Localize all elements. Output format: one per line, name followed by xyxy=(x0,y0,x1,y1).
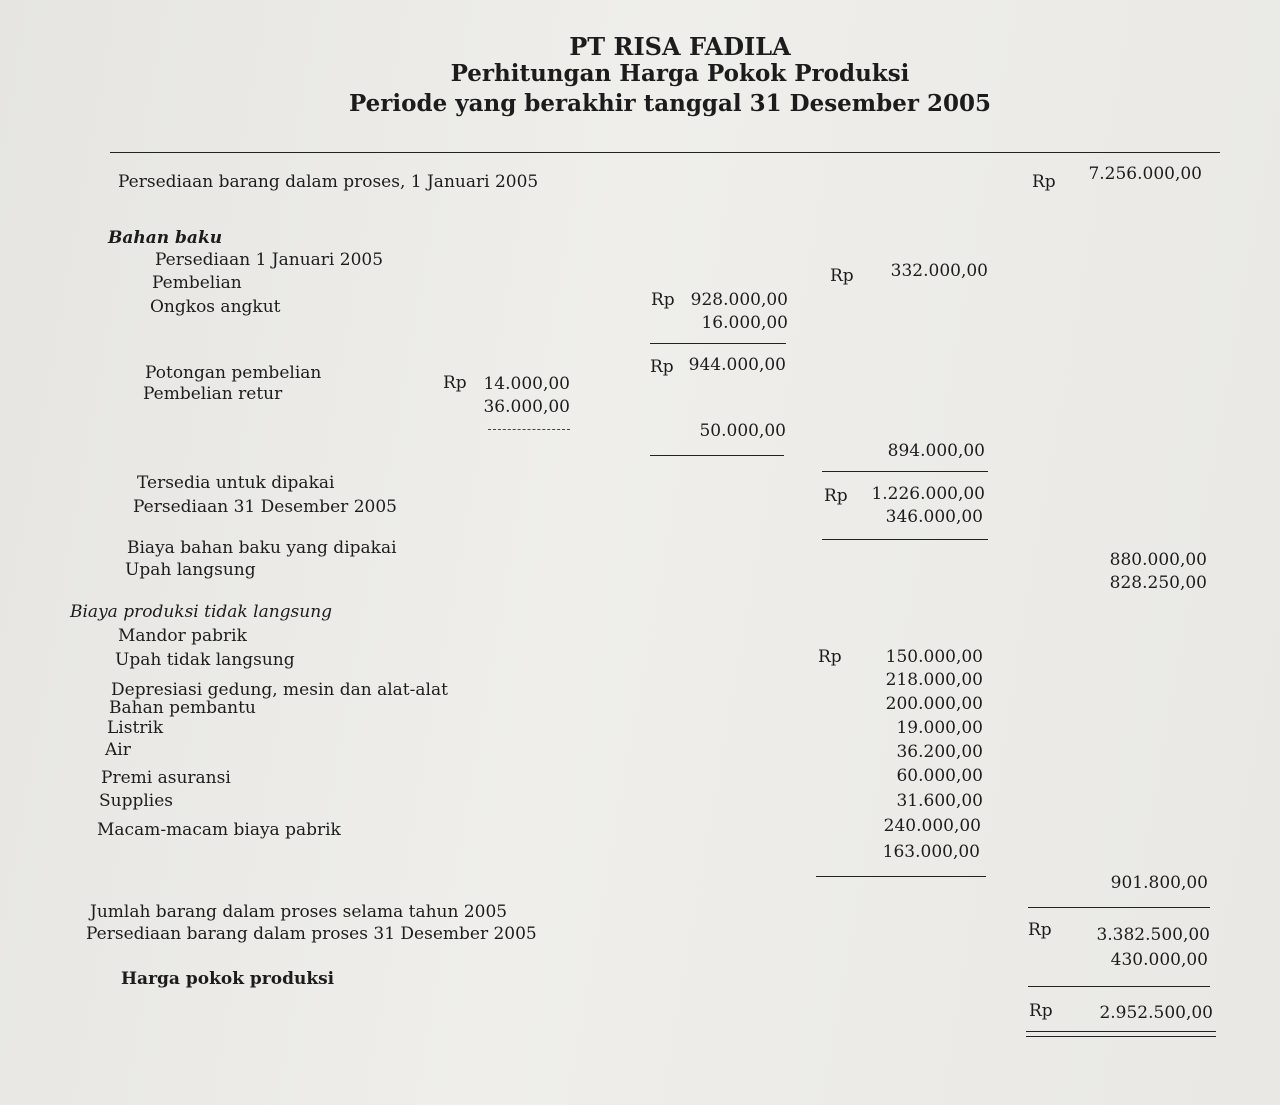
wip-begin-rp: Rp xyxy=(1032,172,1056,192)
biaya-bahan-baku-amount: 880.000,00 xyxy=(1109,550,1207,570)
potongan-amount: 14.000,00 xyxy=(483,374,570,394)
bahan-baku-heading: Bahan baku xyxy=(108,228,223,248)
overhead-item-amount: 60.000,00 xyxy=(896,766,983,786)
overhead-item-label: Mandor pabrik xyxy=(118,626,247,646)
overhead-item-label: Premi asuransi xyxy=(101,768,231,788)
tersedia-label: Tersedia untuk dipakai xyxy=(137,473,335,493)
hpp-amount: 2.952.500,00 xyxy=(1099,1003,1213,1023)
persediaan-awal-rp: Rp xyxy=(830,266,854,286)
jumlah-wip-amount: 3.382.500,00 xyxy=(1096,925,1210,945)
company-name: PT RISA FADILA xyxy=(569,32,791,61)
overhead-total-amount: 901.800,00 xyxy=(1110,873,1208,893)
hpp-double-underline xyxy=(1026,1031,1216,1037)
pembelian-bersih-underline xyxy=(822,471,988,472)
pembelian-amount: 928.000,00 xyxy=(690,290,788,310)
overhead-item-label: Supplies xyxy=(99,791,174,811)
overhead-item-label: Upah tidak langsung xyxy=(115,650,295,670)
wip-end-label: Persediaan barang dalam proses 31 Desember 2005 xyxy=(86,924,537,944)
persediaan-akhir-amount: 346.000,00 xyxy=(885,507,983,527)
pembelian-underline xyxy=(650,343,786,344)
tersedia-rp: Rp xyxy=(824,486,848,506)
wip-end-amount: 430.000,00 xyxy=(1110,950,1208,970)
overhead-item-label: Bahan pembantu xyxy=(109,698,256,718)
jumlah-wip-label: Jumlah barang dalam proses selama tahun 2005 xyxy=(90,902,508,922)
ongkos-angkut-label: Ongkos angkut xyxy=(150,297,281,317)
overhead-item-amount: 31.600,00 xyxy=(896,791,983,811)
report-title: Perhitungan Harga Pokok Produksi xyxy=(450,60,910,87)
potongan-label: Potongan pembelian xyxy=(145,363,322,383)
persediaan-awal-amount: 332.000,00 xyxy=(890,261,988,281)
wip-end-underline xyxy=(1028,986,1210,987)
retur-label: Pembelian retur xyxy=(143,384,283,404)
pembelian-label: Pembelian xyxy=(152,273,242,293)
overhead-rp: Rp xyxy=(818,647,842,667)
biaya-produksi-underline xyxy=(1028,907,1210,908)
overhead-item-label: Air xyxy=(105,740,131,760)
hpp-rp: Rp xyxy=(1029,1001,1053,1021)
report-period: Periode yang berakhir tanggal 31 Desember 2005 xyxy=(349,90,991,117)
overhead-item-label: Depresiasi gedung, mesin dan alat-alat xyxy=(111,680,448,700)
subtotal-rp: Rp xyxy=(650,357,674,377)
overhead-item-amount: 19.000,00 xyxy=(896,718,983,738)
subtotal-amount: 944.000,00 xyxy=(688,355,786,375)
persediaan-akhir-underline xyxy=(822,539,988,540)
potongan-rp: Rp xyxy=(443,373,467,393)
overhead-item-amount: 218.000,00 xyxy=(885,670,983,690)
overhead-item-amount: 150.000,00 xyxy=(885,647,983,667)
persediaan-akhir-label: Persediaan 31 Desember 2005 xyxy=(133,497,397,517)
wip-begin-label: Persediaan barang dalam proses, 1 Januari 2005 xyxy=(118,172,539,192)
pengurang-underline xyxy=(650,455,784,456)
overhead-item-amount: 36.200,00 xyxy=(896,742,983,762)
jumlah-wip-rp: Rp xyxy=(1028,920,1052,940)
overhead-item-label: Listrik xyxy=(107,718,164,738)
overhead-heading: Biaya produksi tidak langsung xyxy=(70,602,333,622)
header-divider xyxy=(110,152,1220,153)
wip-begin-amount: 7.256.000,00 xyxy=(1088,164,1202,184)
persediaan-awal-label: Persediaan 1 Januari 2005 xyxy=(155,250,384,270)
hpp-label: Harga pokok produksi xyxy=(121,969,335,989)
overhead-underline xyxy=(816,876,986,877)
ongkos-angkut-amount: 16.000,00 xyxy=(701,313,788,333)
total-pengurang-amount: 50.000,00 xyxy=(699,421,786,441)
upah-langsung-label: Upah langsung xyxy=(125,560,256,580)
upah-langsung-amount: 828.250,00 xyxy=(1109,573,1207,593)
overhead-item-amount: 163.000,00 xyxy=(882,842,980,862)
pembelian-rp: Rp xyxy=(651,290,675,310)
pembelian-bersih-amount: 894.000,00 xyxy=(887,441,985,461)
retur-underline xyxy=(488,429,570,430)
biaya-bahan-baku-label: Biaya bahan baku yang dipakai xyxy=(127,538,397,558)
overhead-item-amount: 240.000,00 xyxy=(883,816,981,836)
overhead-item-label: Macam-macam biaya pabrik xyxy=(97,820,341,840)
tersedia-amount: 1.226.000,00 xyxy=(871,484,985,504)
overhead-item-amount: 200.000,00 xyxy=(885,694,983,714)
retur-amount: 36.000,00 xyxy=(483,397,570,417)
